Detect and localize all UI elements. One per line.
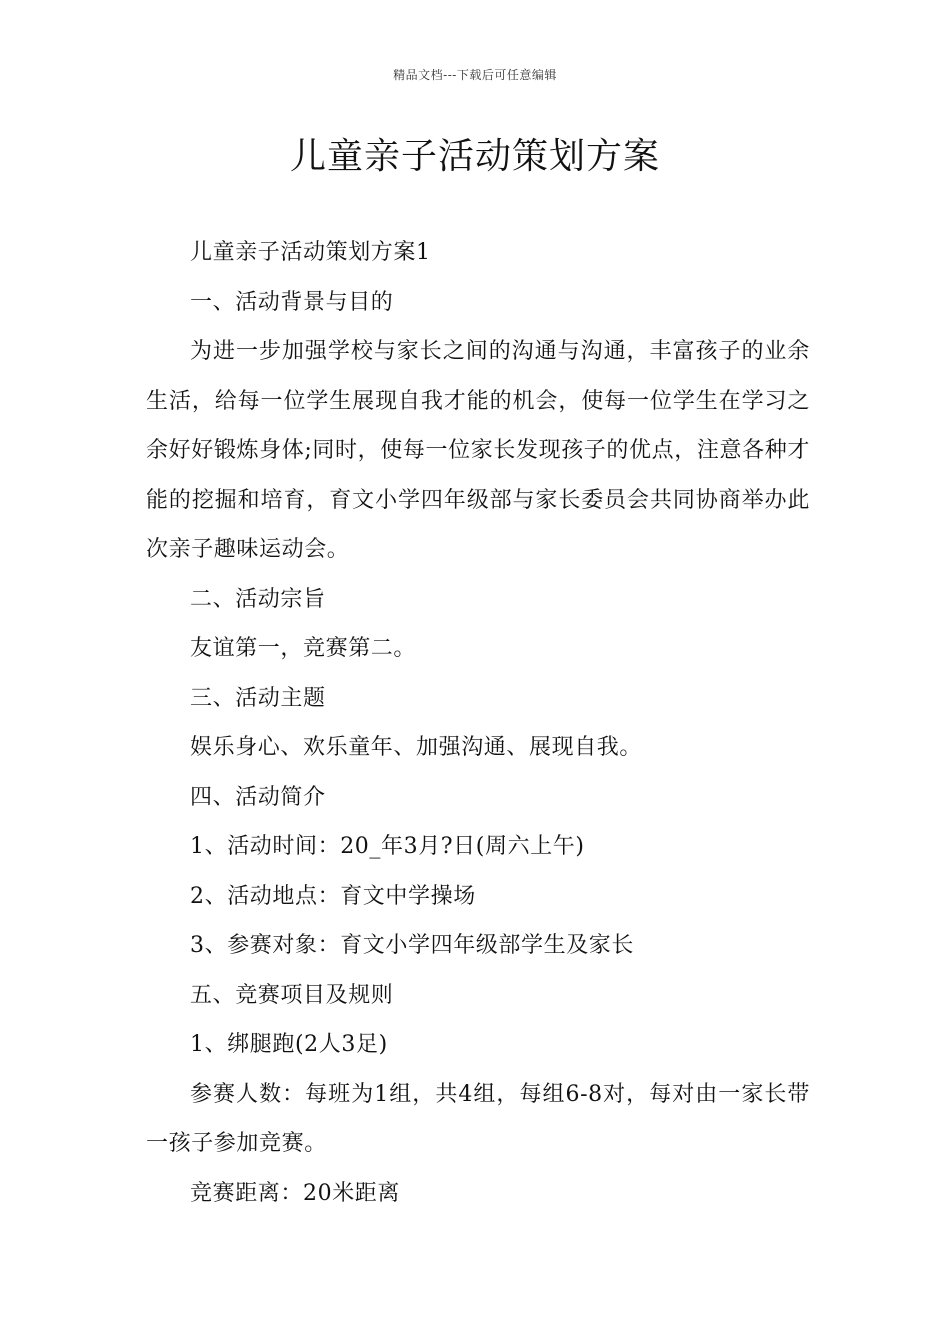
section-heading-theme: 三、活动主题 [190, 685, 326, 711]
event-item-1: 1、绑腿跑(2人3足) [190, 1032, 388, 1057]
intro-participants: 3、参赛对象：育文小学四年级部学生及家长 [190, 933, 634, 958]
intro-time: 1、活动时间：20_年3月?日(周六上午) [190, 834, 585, 859]
subtitle-paragraph: 儿童亲子活动策划方案1 [190, 240, 431, 265]
section-heading-background: 一、活动背景与目的 [190, 289, 394, 315]
section-heading-purpose: 二、活动宗旨 [190, 586, 326, 612]
theme-paragraph: 娱乐身心、欢乐童年、加强沟通、展现自我。 [190, 735, 643, 760]
event-participants-paragraph: 参赛人数：每班为1组，共4组，每组6-8对，每对由一家长带一孩子参加竞赛。 [146, 1081, 810, 1156]
intro-location: 2、活动地点：育文中学操场 [190, 883, 476, 909]
section-heading-intro: 四、活动简介 [190, 784, 326, 810]
document-title: 儿童亲子活动策划方案 [289, 136, 660, 177]
background-paragraph: 为进一步加强学校与家长之间的沟通与沟通，丰富孩子的业余生活，给每一位学生展现自我才能的机会，使每一位学生在学习之余好好锻炼身体;同时，使每一位家长发现孩子的优点，注意各种才能的挖掘和培育，育文小学四年级部与家长委员会共同协商举办此次亲子趣味运动会。 [146, 339, 810, 562]
header-note: 精品文档---下载后可任意编辑 [393, 68, 557, 82]
document-body [146, 228, 810, 1218]
section-heading-events: 五、竞赛项目及规则 [190, 982, 394, 1008]
purpose-paragraph: 友谊第一，竞赛第二。 [190, 636, 417, 661]
event-distance-paragraph: 竞赛距离：20米距离 [190, 1180, 400, 1206]
